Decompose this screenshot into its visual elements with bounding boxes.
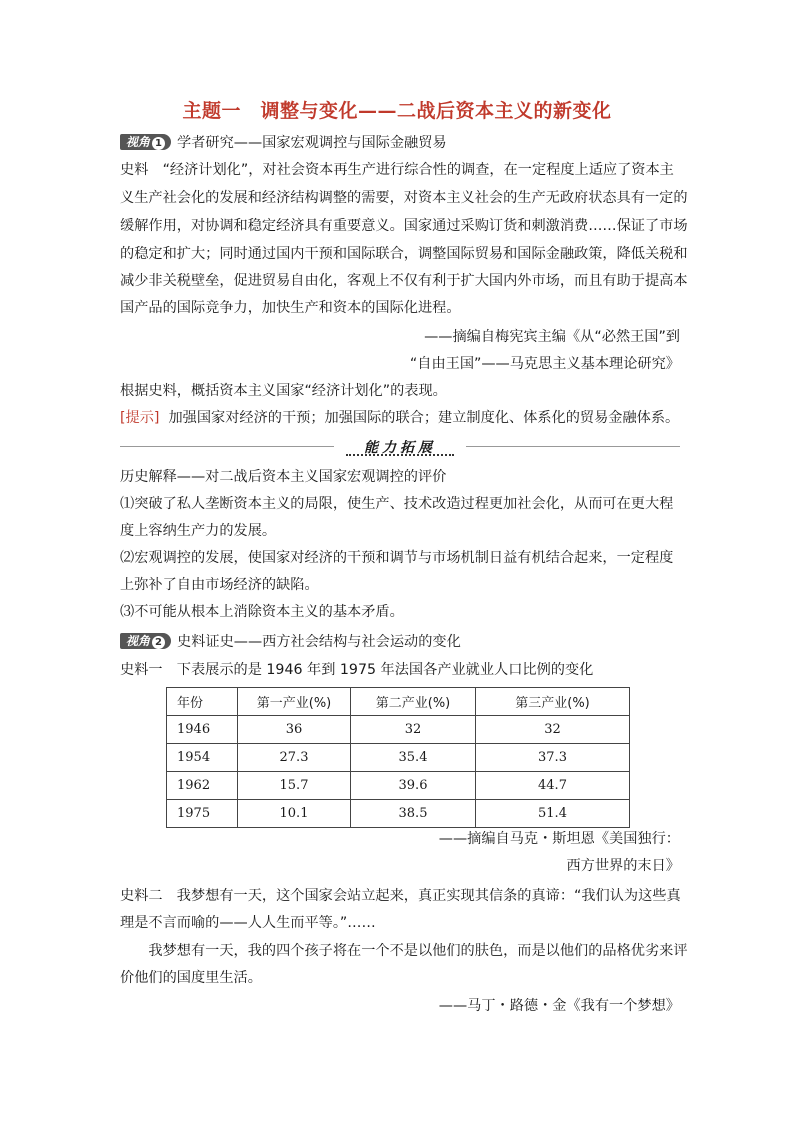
section1-heading-row	[120, 133, 680, 153]
expansion-line: ⑵宏观调控的发展，使国家对经济的干预和调节与市场机制日益有机结合起来，一定程度	[120, 550, 674, 566]
badge-label: 视角	[126, 135, 151, 149]
material2-source: ——马丁・路德・金《我有一个梦想》	[438, 998, 680, 1014]
table-row	[167, 772, 630, 800]
material2-line: 史料二 我梦想有一天，这个国家会站立起来，真正实现其信条的真谛：“我们认为这些真	[120, 888, 681, 904]
table-cell: 32	[351, 716, 476, 744]
ability-expansion-banner	[120, 436, 680, 458]
table-cell: 51.4	[476, 800, 630, 828]
table-row	[167, 800, 630, 828]
table-source-line: 西方世界的末日》	[566, 858, 680, 874]
table-cell: 15.7	[238, 772, 351, 800]
banner-rule-right	[466, 446, 680, 447]
perspective-badge-2	[120, 633, 171, 649]
table-cell: 39.6	[351, 772, 476, 800]
badge-number: 1	[152, 137, 165, 150]
table-cell: 32	[476, 716, 630, 744]
banner-dotted-underline	[346, 454, 454, 456]
material2-line: 价他们的国度里生活。	[120, 970, 262, 986]
material1-intro: 史料一 下表展示的是 1946 年到 1975 年法国各产业就业人口比例的变化	[120, 662, 594, 678]
table-row	[167, 744, 630, 772]
table-cell: 44.7	[476, 772, 630, 800]
table-cell: 1975	[167, 800, 238, 828]
section1-text-line: 的稳定和扩大；同时通过国内干预和国际联合，调整国际贸易和国际金融政策，降低关税和	[120, 246, 688, 262]
expansion-line: 上弥补了自由市场经济的缺陷。	[120, 577, 319, 593]
expansion-heading: 历史解释——对二战后资本主义国家宏观调控的评价	[120, 469, 447, 485]
page-title: 主题一 调整与变化——二战后资本主义的新变化	[182, 100, 612, 122]
badge-number: 2	[152, 636, 165, 649]
table-header-row	[167, 688, 630, 716]
section1-question: 根据史料，概括资本主义国家“经济计划化”的表现。	[120, 383, 447, 399]
hint-text: 加强国家对经济的干预；加强国际的联合；建立制度化、体系化的贸易金融体系。	[168, 410, 680, 426]
table-cell: 1954	[167, 744, 238, 772]
section1-text-line: 减少非关税壁垒，促进贸易自由化，客观上不仅有利于扩大国内外市场，而且有助于提高本	[120, 273, 688, 289]
table-cell: 38.5	[351, 800, 476, 828]
badge-label: 视角	[126, 634, 151, 648]
section1-heading: 学者研究——国家宏观调控与国际金融贸易	[177, 135, 447, 151]
table-cell: 1962	[167, 772, 238, 800]
table-header-cell: 第三产业(%)	[476, 688, 630, 716]
table-cell: 37.3	[476, 744, 630, 772]
section1-hint-row	[120, 408, 680, 428]
section1-source-line: “自由王国”——马克思主义基本理论研究》	[409, 356, 680, 372]
table-header-cell: 年份	[167, 688, 238, 716]
hint-label: [提示]	[120, 410, 160, 426]
table-cell: 27.3	[238, 744, 351, 772]
table-cell: 10.1	[238, 800, 351, 828]
table-cell: 35.4	[351, 744, 476, 772]
banner-label: 能力拓展	[364, 440, 436, 456]
section2-heading-row	[120, 632, 680, 652]
expansion-line: ⑶不可能从根本上消除资本主义的基本矛盾。	[120, 604, 404, 620]
section1-source-line: ——摘编自梅宪宾主编《从“必然王国”到	[424, 329, 680, 345]
section2-heading: 史料证史——西方社会结构与社会运动的变化	[177, 634, 461, 650]
table-cell: 1946	[167, 716, 238, 744]
expansion-line: 度上容纳生产力的发展。	[120, 523, 277, 539]
employment-ratio-table	[166, 687, 630, 828]
table-header-cell: 第一产业(%)	[238, 688, 351, 716]
table-header-cell: 第二产业(%)	[351, 688, 476, 716]
section1-text-line: 国产品的国际竞争力，加快生产和资本的国际化进程。	[120, 300, 461, 316]
table-row	[167, 716, 630, 744]
expansion-line: ⑴突破了私人垄断资本主义的局限，使生产、技术改造过程更加社会化，从而可在更大程	[120, 496, 674, 512]
banner-rule-left	[120, 446, 334, 447]
table-cell: 36	[238, 716, 351, 744]
section1-text-line: 义生产社会化的发展和经济结构调整的需要，对资本主义社会的生产无政府状态具有一定的	[120, 190, 688, 206]
material2-line: 理是不言而喻的——人人生而平等。”……	[120, 915, 376, 931]
table-source-line: ——摘编自马克・斯坦恩《美国独行：	[438, 831, 680, 847]
material2-line: 我梦想有一天，我的四个孩子将在一个不是以他们的肤色，而是以他们的品格优劣来评	[120, 943, 688, 959]
perspective-badge-1	[120, 134, 171, 150]
section1-text-line: 史料 “经济计划化”，对社会资本再生产进行综合性的调查，在一定程度上适应了资本主	[120, 162, 674, 178]
section1-text-line: 缓解作用，对协调和稳定经济具有重要意义。国家通过采购订货和刺激消费……保证了市场	[120, 218, 688, 234]
